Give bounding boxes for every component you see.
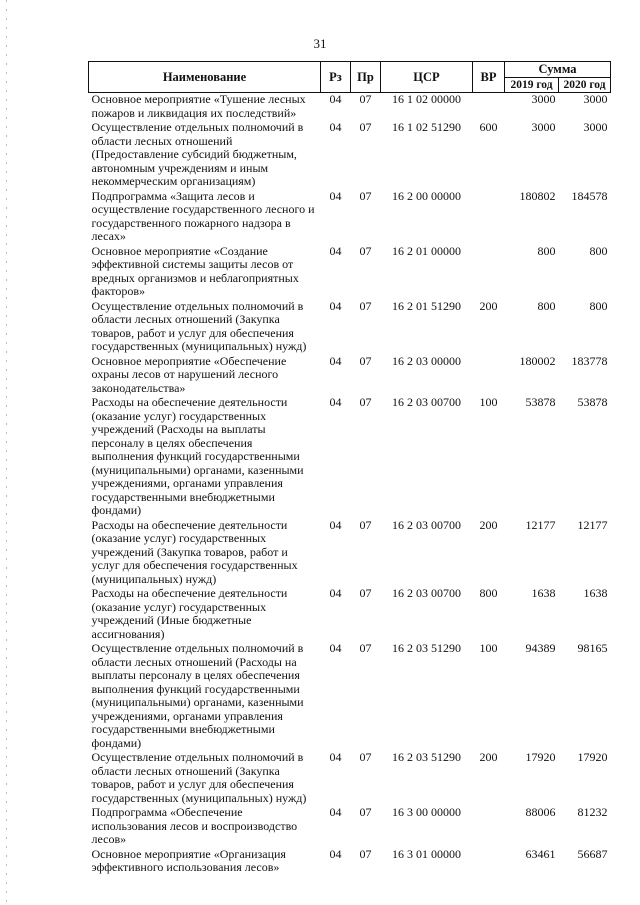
row-sum-2019: 3000 (531, 120, 556, 134)
row-sum-2020: 17920 (577, 750, 608, 764)
row-name: Осуществление отдельных полномочий в области лесных отношений (Закупка товаров, работ и услуг для обеспечения государственных (муниципальных) нужд) (91, 298, 307, 353)
table-row (89, 121, 611, 190)
row-sum-2019: 12177 (525, 517, 556, 532)
table-body (89, 93, 611, 876)
row-name: Основное мероприятие «Обеспечение охраны лесов от нарушений лесного законодательства» (91, 353, 287, 395)
row-rz: 04 (329, 120, 342, 134)
row-vr: 100 (479, 641, 498, 655)
header-vr: ВР (473, 62, 505, 93)
row-rz: 04 (329, 298, 342, 313)
row-sum-2020: 3000 (583, 120, 608, 134)
row-sum-2019: 63461 (525, 846, 556, 861)
row-rz: 04 (329, 243, 342, 258)
row-vr: 100 (479, 395, 498, 409)
row-pr: 07 (359, 353, 372, 368)
header-rz: Рз (321, 62, 351, 93)
row-sum-2020: 81232 (577, 805, 608, 819)
row-csr: 16 3 01 00000 (392, 846, 461, 861)
table-row (89, 806, 611, 848)
row-sum-2019: 180802 (519, 188, 556, 203)
row-csr: 16 3 00 00000 (392, 805, 461, 819)
row-vr (473, 93, 505, 122)
table-row (89, 751, 611, 806)
row-vr (473, 848, 505, 876)
row-rz: 04 (329, 517, 342, 532)
header-name: Наименование (89, 62, 321, 93)
row-pr: 07 (359, 805, 372, 819)
header-csr: ЦСР (381, 62, 473, 93)
row-rz: 04 (329, 353, 342, 368)
budget-table (88, 61, 611, 876)
row-sum-2020: 800 (589, 243, 608, 258)
row-pr: 07 (359, 641, 372, 655)
row-sum-2019: 3000 (531, 92, 556, 106)
row-csr: 16 1 02 00000 (392, 92, 461, 106)
table-row (89, 587, 611, 642)
table-row (89, 355, 611, 397)
header-year-2019: 2019 год (505, 78, 559, 93)
row-sum-2020: 3000 (583, 92, 608, 106)
row-rz: 04 (329, 395, 342, 409)
row-name: Подпрограмма «Обеспечение использования лесов и воспроизводство лесов» (91, 805, 298, 846)
table-row (89, 300, 611, 355)
row-pr: 07 (359, 395, 372, 409)
table-row (89, 93, 611, 122)
row-pr: 07 (359, 517, 372, 532)
row-csr: 16 2 03 51290 (392, 641, 461, 655)
row-name: Основное мероприятие «Тушение лесных пожаров и ликвидация их последствий» (91, 92, 306, 120)
row-vr: 600 (479, 120, 498, 134)
row-rz: 04 (329, 586, 342, 600)
row-vr (473, 806, 505, 848)
row-csr: 16 2 01 51290 (392, 298, 461, 313)
row-pr: 07 (359, 846, 372, 861)
row-pr: 07 (359, 243, 372, 258)
table-row (89, 642, 611, 751)
row-sum-2019: 94389 (525, 641, 556, 655)
table-row (89, 396, 611, 519)
table-header (89, 62, 611, 93)
row-rz: 04 (329, 846, 342, 861)
row-name: Расходы на обеспечение деятельности (оказание услуг) государственных учреждений (Закупка товаров, работ и услуг для обеспечения государственных (муниципальных) нужд) (91, 517, 298, 586)
table-row (89, 848, 611, 876)
scan-edge-mark (6, 0, 7, 905)
row-name: Расходы на обеспечение деятельности (оказание услуг) государственных учреждений (Иные бюджетные ассигнования) (91, 586, 288, 641)
row-pr: 07 (359, 120, 372, 134)
row-vr: 800 (479, 586, 498, 600)
header-sum: Сумма (505, 62, 611, 78)
row-sum-2019: 180002 (519, 353, 556, 368)
row-vr (473, 190, 505, 245)
row-sum-2019: 800 (537, 243, 556, 258)
row-vr: 200 (479, 517, 498, 532)
row-sum-2020: 183778 (571, 353, 608, 368)
row-pr: 07 (359, 750, 372, 764)
row-name: Расходы на обеспечение деятельности (оказание услуг) государственных учреждений (Расходы на выплаты персоналу в целях обеспечения выполнения функций государственными (муниципальными) органами, казенными учреждениями, органами управления государственными внебюджетными фондами) (91, 395, 304, 517)
row-name: Основное мероприятие «Организация эффективного использования лесов» (91, 846, 286, 874)
row-sum-2020: 184578 (571, 188, 608, 203)
table-row (89, 190, 611, 245)
row-csr: 16 2 03 00700 (392, 395, 461, 409)
row-name: Осуществление отдельных полномочий в области лесных отношений (Расходы на выплаты персоналу в целях обеспечения выполнения функций государственными (муниципальными) органами, казенными учреждениями, органами управления государственными внебюджетными фондами) (91, 641, 304, 750)
row-pr: 07 (359, 586, 372, 600)
table-row (89, 245, 611, 300)
row-sum-2020: 53878 (577, 395, 608, 409)
row-csr: 16 2 01 00000 (392, 243, 461, 258)
row-vr: 200 (479, 298, 498, 313)
row-sum-2019: 17920 (525, 750, 556, 764)
row-sum-2020: 98165 (577, 641, 608, 655)
row-name: Осуществление отдельных полномочий в области лесных отношений (Закупка товаров, работ и услуг для обеспечения государственных (муниципальных) нужд) (91, 750, 307, 805)
row-vr: 200 (479, 750, 498, 764)
row-sum-2020: 56687 (577, 846, 608, 861)
row-rz: 04 (329, 641, 342, 655)
row-rz: 04 (329, 750, 342, 764)
row-vr (473, 355, 505, 397)
row-rz: 04 (329, 188, 342, 203)
header-year-2020: 2020 год (559, 78, 611, 93)
row-sum-2019: 88006 (525, 805, 556, 819)
row-sum-2020: 1638 (583, 586, 608, 600)
row-sum-2020: 800 (589, 298, 608, 313)
row-csr: 16 2 03 00700 (392, 517, 461, 532)
header-pr: Пр (351, 62, 381, 93)
row-sum-2019: 800 (537, 298, 556, 313)
row-pr: 07 (359, 188, 372, 203)
row-name: Осуществление отдельных полномочий в области лесных отношений (Предоставление субсидий бюджетным, автономным учреждениям и иным некоммерческим организациям) (91, 120, 304, 188)
row-pr: 07 (359, 92, 372, 106)
row-name: Подпрограмма «Защита лесов и осуществление государственного лесного и государственного пожарного надзора в лесах» (91, 188, 315, 243)
row-csr: 16 2 03 00000 (392, 353, 461, 368)
row-vr (473, 245, 505, 300)
row-sum-2020: 12177 (577, 517, 608, 532)
row-csr: 16 1 02 51290 (392, 120, 461, 134)
page-number: 31 (313, 36, 327, 51)
table-row (89, 519, 611, 588)
row-csr: 16 2 00 00000 (392, 188, 461, 203)
row-rz: 04 (329, 805, 342, 819)
row-pr: 07 (359, 298, 372, 313)
row-csr: 16 2 03 00700 (392, 586, 461, 600)
row-sum-2019: 1638 (531, 586, 556, 600)
row-sum-2019: 53878 (525, 395, 556, 409)
row-rz: 04 (329, 92, 342, 106)
row-csr: 16 2 03 51290 (392, 750, 461, 764)
row-name: Основное мероприятие «Создание эффективной системы защиты лесов от вредных организмов и неблагоприятных факторов» (91, 243, 299, 298)
